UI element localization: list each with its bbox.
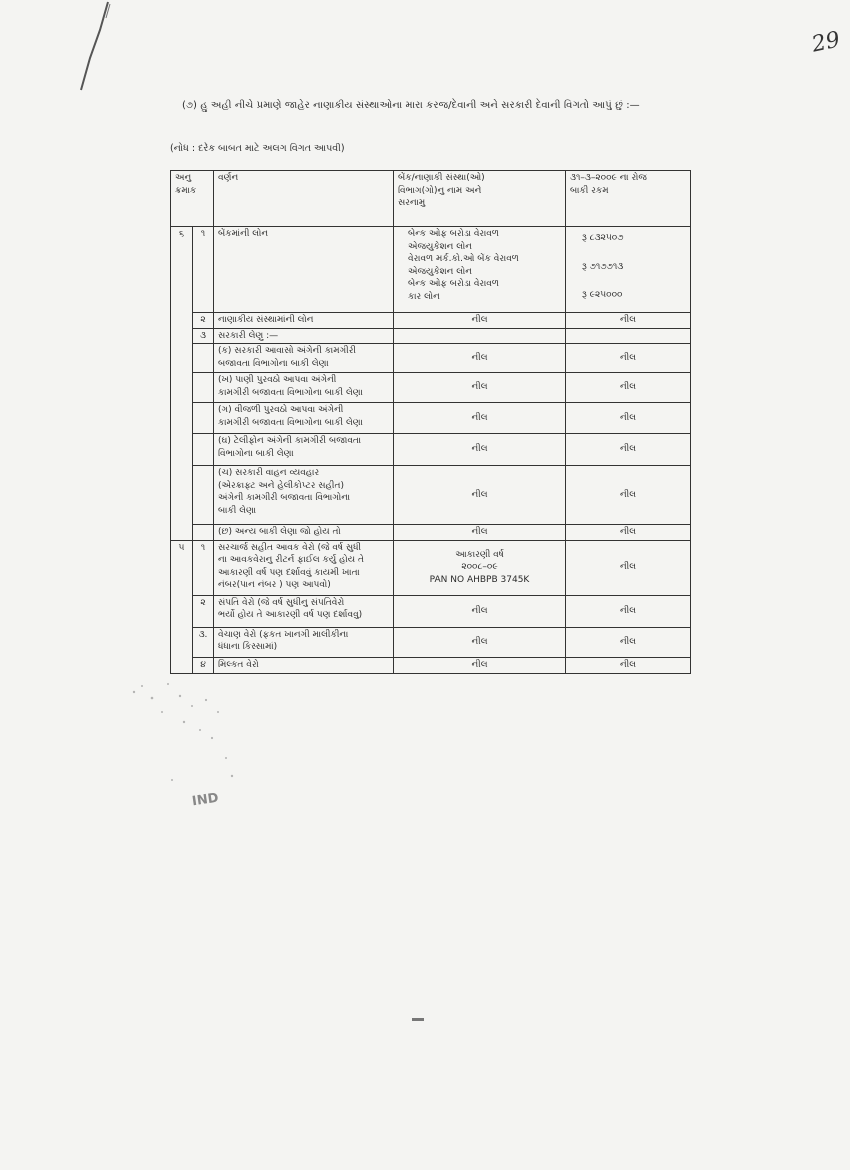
header-institution: બેંક/નાણાકી સંસ્થા(ઓ) વિભાગ(ગો)નુ નામ અને સરનામુ [394, 171, 566, 227]
table-row [171, 328, 691, 344]
row-balance: નીલ [566, 373, 691, 403]
row-sub-number [193, 466, 214, 525]
row-description: (ગ) વીજળી પુરવઠો આપવા અંગેની કામગીરી બજાવતા વિભાગોના બાકી લેણા [214, 403, 394, 434]
row-description: વેચાણ વેરો (ફકત ખાનગી માલીકીના ધંધાના કિસ્સામાં) [214, 627, 394, 657]
row-serial [171, 466, 193, 525]
row-institution: આકારણી વર્ષ ૨૦૦૮–૦૯ PAN NO AHBPB 3745K [394, 540, 566, 595]
table-row [171, 434, 691, 466]
table-row [171, 525, 691, 541]
row-serial [171, 657, 193, 673]
row-balance: નીલ [566, 434, 691, 466]
row-balance [566, 328, 691, 344]
row-institution: નીલ [394, 344, 566, 373]
row-serial [171, 344, 193, 373]
row-description: (ક) સરકારી આવાસો અંગેની કામગીરી બજાવતા વિભાગોના બાકી લેણા [214, 344, 394, 373]
row-sub-number: ૩ [193, 328, 214, 344]
row-institution: નીલ [394, 466, 566, 525]
row-sub-number [193, 525, 214, 541]
table-row [171, 373, 691, 403]
row-sub-number: ૩. [193, 627, 214, 657]
edge-scratch-mark [78, 0, 112, 92]
stray-mark [412, 1018, 424, 1021]
row-description: (છ) અન્ય બાકી લેણા જો હોય તો [214, 525, 394, 541]
table-row [171, 403, 691, 434]
row-serial [171, 434, 193, 466]
row-serial [171, 403, 193, 434]
row-description: સંપતિ વેરો (જે વર્ષ સુધીનુ સંપતિવેરો ભર્યો હોય તે આકારણી વર્ષ પણ દર્શાવવુ) [214, 595, 394, 627]
row-serial: ૫ [171, 540, 193, 595]
header-serial: અનુ ક્રમાક [171, 171, 214, 227]
row-institution: નીલ [394, 373, 566, 403]
row-sub-number: ૨ [193, 313, 214, 329]
row-institution: નીલ [394, 403, 566, 434]
row-sub-number: ૨ [193, 595, 214, 627]
row-serial [171, 525, 193, 541]
row-serial [171, 627, 193, 657]
row-serial [171, 595, 193, 627]
table-row [171, 627, 691, 657]
row-institution: નીલ [394, 657, 566, 673]
row-balance: નીલ [566, 313, 691, 329]
row-institution: બેન્ક ઓફ બરોડા વેરાવળ એજયુકેશન લોન વેરાવળ મર્ક.કો.ઓ બેંક વેરાવળ એજયુકેશન લોન બેન્ક ઓફ બરોડા વેરાવળ કાર લોન [394, 227, 566, 313]
row-balance: નીલ [566, 595, 691, 627]
row-description: બેંકમાંની લોન [214, 227, 394, 313]
table-row [171, 595, 691, 627]
table-row [171, 466, 691, 525]
row-serial [171, 373, 193, 403]
table-row [171, 657, 691, 673]
row-balance: નીલ [566, 344, 691, 373]
row-description: (ખ) પાણી પુરવઠો આપવા અંગેની કામગીરી બજાવતા વિભાગોના બાકી લેણા [214, 373, 394, 403]
row-institution: નીલ [394, 525, 566, 541]
section-heading: (૭) હુ અહી નીચે પ્રમાણે જાહેર નાણાકીય સંસ્થાઓના મારા કરજ/દેવાની અને સરકારી દેવાની વિગતો આપું છું :— [182, 100, 640, 111]
section-note: (નોધ : દરેક બાબત માટે અલગ વિગત આપવી) [170, 143, 345, 154]
row-description: સરકારી લેણુ :— [214, 328, 394, 344]
row-description: મિલ્કત વેરો [214, 657, 394, 673]
stamp-text: IND [191, 790, 220, 810]
table-row [171, 227, 691, 313]
table-header-row [171, 171, 691, 227]
row-sub-number [193, 434, 214, 466]
row-institution: નીલ [394, 313, 566, 329]
row-balance: નીલ [566, 540, 691, 595]
table-row [171, 313, 691, 329]
row-sub-number [193, 344, 214, 373]
row-sub-number [193, 403, 214, 434]
row-sub-number: ૧ [193, 227, 214, 313]
row-balance: નીલ [566, 657, 691, 673]
row-sub-number [193, 373, 214, 403]
header-description: વર્ણન [214, 171, 394, 227]
table-row [171, 344, 691, 373]
faded-stamp [122, 672, 252, 822]
row-sub-number: ૪ [193, 657, 214, 673]
row-balance: નીલ [566, 466, 691, 525]
row-description: સરચાર્જ સહીત આવક વેરો (જે વર્ષ સુધી ના આવકવેરાનુ રીટર્ન ફાઈલ કર્યુ હોય તે આકારણી વર્ષ પણ દર્શાવવું કાયમી ખાતા નંબર(પાન નંબર ) પણ આપવો) [214, 540, 394, 595]
header-balance: ૩૧–૩–૨૦૦૯ ના રોજ બાકી રકમ [566, 171, 691, 227]
row-balance: નીલ [566, 403, 691, 434]
row-institution [394, 328, 566, 344]
row-description: (ઘ) ટેલીફોન અંગેની કામગીરી બજાવતા વિભાગોના બાકી લેણા [214, 434, 394, 466]
row-serial [171, 313, 193, 329]
liabilities-table [170, 170, 691, 674]
table-row [171, 540, 691, 595]
row-description: નાણાકીય સંસ્થામાંની લોન [214, 313, 394, 329]
row-sub-number: ૧ [193, 540, 214, 595]
row-institution: નીલ [394, 595, 566, 627]
row-institution: નીલ [394, 434, 566, 466]
row-balance: રૂ ૮૩૨૫૦૭ રૂ ૭૧૭૭૧૩ રૂ ૯૨૫૦૦૦ [566, 227, 691, 313]
row-description: (ચ) સરકારી વાહન વ્યવહાર (એરક્રાફ્ટ અને હેલીકોપ્ટર સહીત) અંગેની કામગીરી બજાવતા વિભાગોના બાકી લેણા [214, 466, 394, 525]
row-balance: નીલ [566, 525, 691, 541]
row-balance: નીલ [566, 627, 691, 657]
row-serial: ૬ [171, 227, 193, 313]
row-institution: નીલ [394, 627, 566, 657]
row-serial [171, 328, 193, 344]
page-number: 29 [809, 27, 843, 58]
